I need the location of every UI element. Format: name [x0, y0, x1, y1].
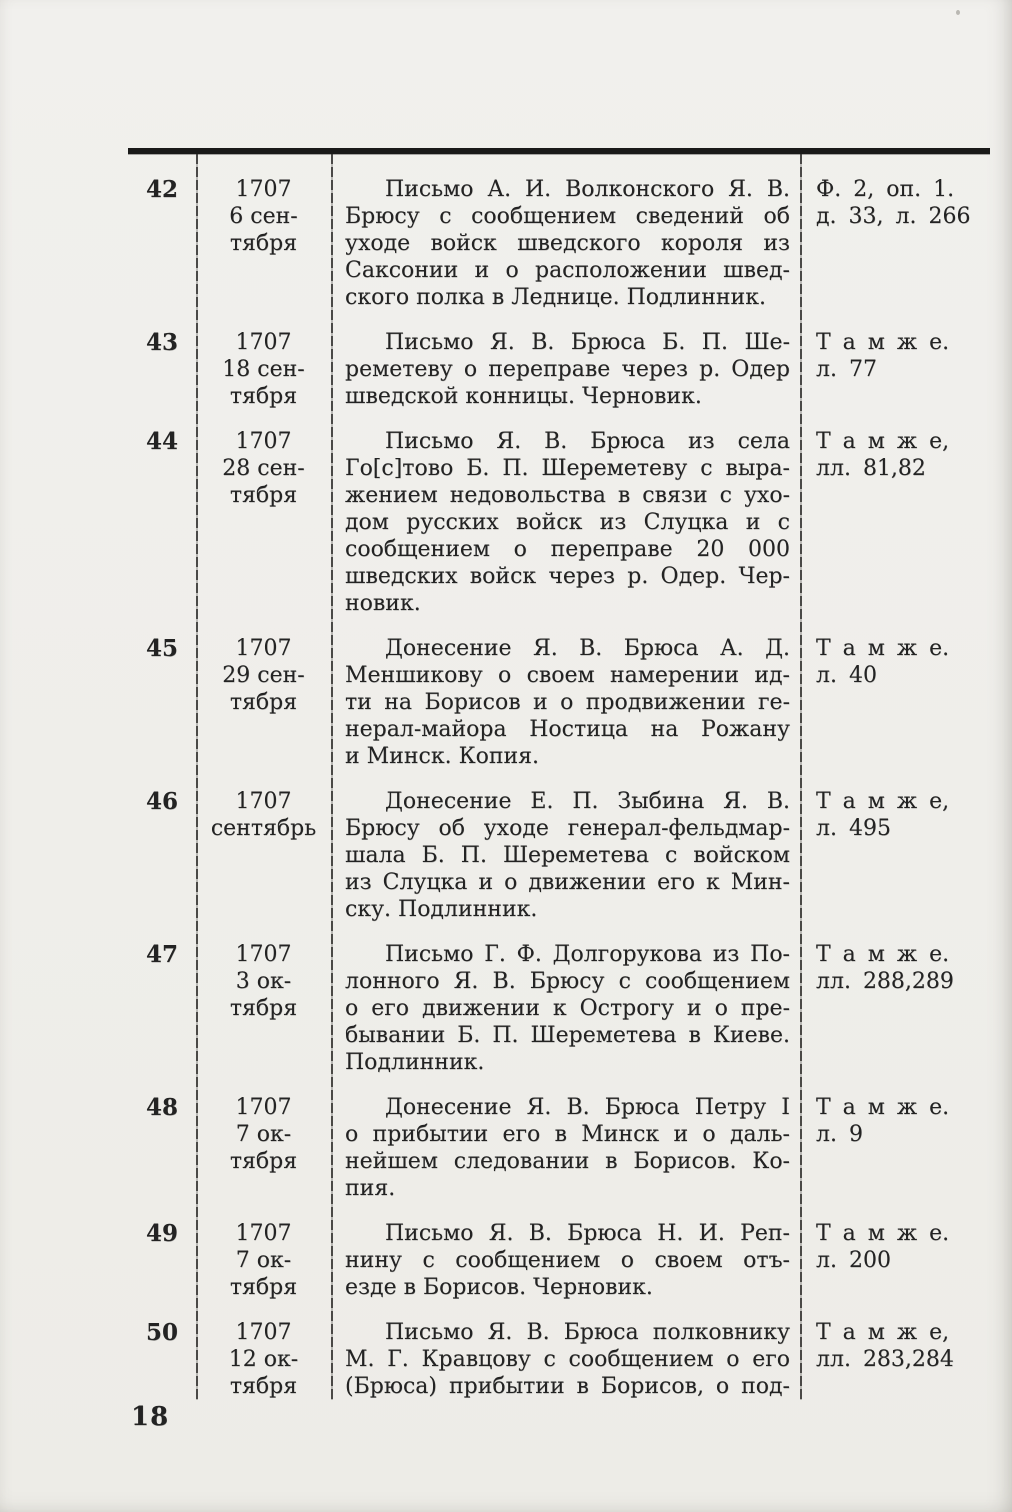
entry-reference — [800, 1094, 990, 1202]
entry-description-line: ского полка в Леднице. Подлинник. — [345, 285, 766, 310]
entry-reference-line: Т а м ж е. — [816, 330, 950, 355]
entry-description-line: нейшем следовании в Борисов. Ко- — [345, 1149, 790, 1174]
entry-description — [331, 176, 800, 311]
entry-description-line: нерал-майора Ностица на Рожану — [345, 717, 790, 742]
entry-reference-line: Т а м ж е. — [816, 1221, 950, 1246]
entry-reference-line: Т а м ж е, — [816, 1320, 950, 1345]
entry-date — [196, 1220, 331, 1301]
entry-number: 42 — [145, 176, 178, 203]
entry-date-line: 29 сен- — [222, 663, 305, 688]
entry-date-line: 1707 — [235, 429, 292, 454]
entry-date-line: 1707 — [235, 177, 292, 202]
scan-speck — [956, 10, 960, 15]
table-body — [128, 154, 990, 1400]
entry-date-line: тября — [229, 1275, 298, 1300]
entry-reference-line: л. 9 — [816, 1122, 863, 1147]
entry-reference-line: Т а м ж е. — [816, 942, 950, 967]
entry-date-line: 7 ок- — [235, 1248, 292, 1273]
entry-description-line: Брюсу об уходе генерал-фельдмар- — [345, 816, 790, 841]
entry-description — [331, 1220, 800, 1301]
entry-description-line: ску. Подлинник. — [345, 897, 538, 922]
entry-date-line: тября — [229, 1149, 298, 1174]
entry-description-line: нину с сообщением о своем отъ- — [345, 1248, 790, 1273]
entry-description-line: новик. — [345, 591, 421, 616]
entry-date-line: 7 ок- — [235, 1122, 292, 1147]
entry-description-line: М. Г. Кравцову с сообщением о его — [345, 1347, 790, 1372]
entry-reference-line: д. 33, л. 266 — [816, 204, 971, 229]
entry-description-line: о его движении к Острогу и о пре- — [345, 996, 790, 1021]
entry-date — [196, 1319, 331, 1400]
entry-description-line: жением недовольства в связи с ухо- — [345, 483, 790, 508]
entry-description-line: Донесение Я. В. Брюса А. Д. — [385, 636, 790, 661]
entry-description-line: Подлинник. — [345, 1050, 485, 1075]
entry-number: 46 — [145, 788, 178, 815]
entry-date-line: 1707 — [235, 1221, 292, 1246]
entry-description-line: Донесение Е. П. Зыбина Я. В. — [385, 789, 790, 814]
entry-description-line: Письмо Я. В. Брюса полковнику — [385, 1320, 790, 1345]
entry-date-line: 1707 — [235, 942, 292, 967]
entry-description-line: Го[с]тово Б. П. Шереметеву с выра- — [345, 456, 790, 481]
entry-number: 50 — [145, 1319, 178, 1346]
entry-description — [331, 941, 800, 1076]
entry-description-line: Письмо Я. В. Брюса Н. И. Реп- — [385, 1221, 790, 1246]
entry-number: 45 — [145, 635, 178, 662]
entry-reference — [800, 329, 990, 410]
entry-description — [331, 635, 800, 770]
entry-reference-line: Т а м ж е. — [816, 636, 950, 661]
entry-date-line: 6 сен- — [229, 204, 298, 229]
entry-date-line: 1707 — [235, 330, 292, 355]
entry-reference-line: Т а м ж е, — [816, 789, 950, 814]
entry-date — [196, 428, 331, 617]
entry-reference — [800, 1319, 990, 1400]
entry-reference-line: л. 77 — [816, 357, 877, 382]
entry-description-line: (Брюса) прибытии в Борисов, о под- — [345, 1374, 790, 1399]
entry-reference-line: л. 495 — [816, 816, 891, 841]
entry-description-line: из Слуцка и о движении его к Мин- — [345, 870, 790, 895]
page-number: 18 — [131, 1402, 170, 1432]
entry-number: 47 — [145, 941, 178, 968]
entry-reference-line: лл. 283,284 — [816, 1347, 954, 1372]
entry-description-line: дом русских войск из Слуцка и с — [345, 510, 790, 535]
entry-description-line: шведских войск через р. Одер. Чер- — [345, 564, 790, 589]
entry-reference — [800, 428, 990, 617]
entry-date-line: 1707 — [235, 636, 292, 661]
entry-date-line: тября — [229, 996, 298, 1021]
entry-description-line: сообщением о переправе 20 000 — [345, 537, 790, 562]
entry-date-line: тября — [229, 1374, 298, 1399]
entry-description — [331, 788, 800, 923]
entry-date-line: 1707 — [235, 1095, 292, 1120]
entry-date-line: сентябрь — [210, 816, 317, 841]
entry-description-line: Письмо А. И. Волконского Я. В. — [385, 177, 790, 202]
entry-description-line: о прибытии его в Минск и о даль- — [345, 1122, 790, 1147]
table-grid — [128, 154, 990, 1400]
entry-description-line: ти на Борисов и о продвижении ге- — [345, 690, 790, 715]
entry-description — [331, 428, 800, 617]
entry-date-line: 1707 — [235, 1320, 292, 1345]
entry-date-line: 18 сен- — [222, 357, 305, 382]
entry-date-line: 12 ок- — [228, 1347, 299, 1372]
entry-description-line: и Минск. Копия. — [345, 744, 540, 769]
entry-description-line: Меншикову о своем намерении ид- — [345, 663, 790, 688]
entry-date-line: тября — [229, 231, 298, 256]
entry-description — [331, 329, 800, 410]
entry-description — [331, 1094, 800, 1202]
entry-date — [196, 788, 331, 923]
entry-date-line: 3 ок- — [235, 969, 292, 994]
entry-description-line: уходе войск шведского короля из — [345, 231, 790, 256]
entry-date-line: 28 сен- — [222, 456, 305, 481]
entry-date — [196, 941, 331, 1076]
entry-date-line: тября — [229, 483, 298, 508]
entry-description-line: Брюсу с сообщением сведений об — [345, 204, 790, 229]
entry-description-line: Донесение Я. В. Брюса Петру I — [385, 1095, 790, 1120]
entry-reference — [800, 1220, 990, 1301]
entry-description — [331, 1319, 800, 1400]
entry-description-line: реметеву о переправе через р. Одер — [345, 357, 790, 382]
entry-description-line: лонного Я. В. Брюсу с сообщением — [345, 969, 790, 994]
entry-reference-line: л. 40 — [816, 663, 877, 688]
entry-reference-line: л. 200 — [816, 1248, 891, 1273]
entry-reference — [800, 635, 990, 770]
entry-date — [196, 635, 331, 770]
entry-description-line: Письмо Г. Ф. Долгорукова из По- — [385, 942, 790, 967]
entry-date — [196, 1094, 331, 1202]
entry-reference-line: лл. 81,82 — [816, 456, 926, 481]
entry-reference-line: лл. 288,289 — [816, 969, 954, 994]
entry-description-line: бывании Б. П. Шереметева в Киеве. — [345, 1023, 790, 1048]
entry-reference — [800, 788, 990, 923]
entry-description-line: Саксонии и о расположении швед- — [345, 258, 790, 283]
entry-number: 43 — [145, 329, 178, 356]
entry-date — [196, 176, 331, 311]
entry-description-line: Письмо Я. В. Брюса Б. П. Ше- — [385, 330, 790, 355]
inventory-table — [128, 148, 990, 1400]
entry-date-line: 1707 — [235, 789, 292, 814]
entry-description-line: пия. — [345, 1176, 396, 1201]
entry-number: 49 — [145, 1220, 178, 1247]
entry-reference — [800, 176, 990, 311]
entry-reference-line: Ф. 2, оп. 1. — [816, 177, 955, 202]
entry-description-line: шала Б. П. Шереметева с войском — [345, 843, 790, 868]
entry-number: 48 — [145, 1094, 178, 1121]
entry-date — [196, 329, 331, 410]
entry-date-line: тября — [229, 690, 298, 715]
entry-reference — [800, 941, 990, 1076]
entry-date-line: тября — [229, 384, 298, 409]
entry-description-line: езде в Борисов. Черновик. — [345, 1275, 653, 1300]
entry-description-line: Письмо Я. В. Брюса из села — [385, 429, 790, 454]
entry-number: 44 — [145, 428, 178, 455]
entry-reference-line: Т а м ж е, — [816, 429, 950, 454]
entry-reference-line: Т а м ж е. — [816, 1095, 950, 1120]
entry-description-line: шведской конницы. Черновик. — [345, 384, 702, 409]
